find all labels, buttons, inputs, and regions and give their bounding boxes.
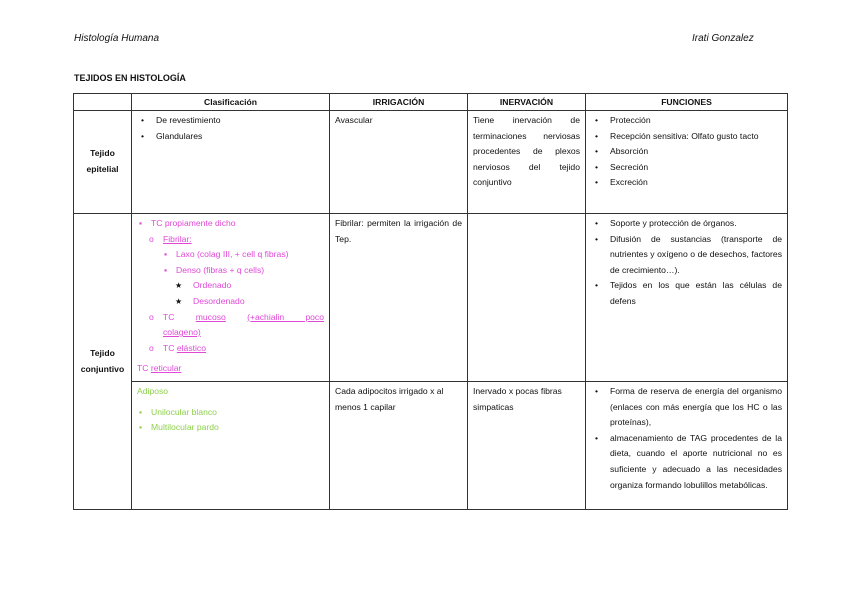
- cell-funciones: [586, 214, 788, 382]
- cell-irrigacion: Fibrilar: permiten la irrigación de Tep.: [330, 214, 468, 382]
- document-title: TEJIDOS EN HISTOLOGÍA: [74, 73, 186, 83]
- col-header-clasificacion: Clasificación: [132, 94, 330, 111]
- list-item: [149, 310, 324, 341]
- cell-irrigacion: Cada adipocitos irrigado x al menos 1 capilar: [330, 382, 468, 510]
- adiposo-label: Adiposo: [137, 386, 169, 396]
- list-item: ▪ TC propiamente dicho: [137, 216, 324, 232]
- list-item: [149, 232, 324, 248]
- table-row: [74, 111, 788, 214]
- list-item: • Tejidos en los que están las células de defens: [591, 278, 782, 309]
- list-item: • Absorción: [591, 144, 782, 160]
- col-header-inervacion: INERVACIÓN: [468, 94, 586, 111]
- cell-clasificacion: [132, 382, 330, 510]
- cell-funciones: [586, 111, 788, 214]
- cell-inervacion: [468, 214, 586, 382]
- list-item: [149, 341, 324, 357]
- list-item: ▪ Denso (fibras + q cells): [162, 263, 324, 279]
- tc-mucoso-line: [163, 310, 324, 326]
- header-subject: Histología Humana: [74, 33, 160, 44]
- tc-mucoso-pre: TC: [163, 311, 175, 322]
- tc-reticular-word: reticular: [150, 363, 182, 374]
- cell-clasificacion: [132, 111, 330, 214]
- list-item: • Excreción: [591, 175, 782, 191]
- list-item: • Glandulares: [137, 129, 324, 145]
- list-item: • almacenamiento de TAG procedentes de la dieta, cuando el aporte nutricional no es suficiente y adecuado a las necesidades organiza formando lobulillos metabólicas.: [591, 431, 782, 493]
- cell-inervacion: Tiene inervación de terminaciones nerviosas procedentes de plexos nerviosos del tejido conjuntivo: [468, 111, 586, 214]
- tc-mucoso-word: mucoso: [195, 311, 226, 322]
- row-label-conjuntivo: Tejido conjuntivo: [74, 214, 132, 510]
- corner-cell: [74, 94, 132, 111]
- list-item: • De revestimiento: [137, 113, 324, 129]
- cell-funciones: [586, 382, 788, 510]
- tc-mucoso-line2: colageno): [163, 327, 201, 338]
- cell-clasificacion: [132, 214, 330, 382]
- col-header-funciones: FUNCIONES: [586, 94, 788, 111]
- list-item: ▪ Unilocular blanco: [137, 405, 324, 421]
- tc-mucoso-rest: (+achialin poco: [247, 311, 325, 322]
- row-label-epitelial: Tejido epitelial: [74, 111, 132, 214]
- list-item: • Forma de reserva de energía del organismo (enlaces con más energía que los HC o las proteínas),: [591, 384, 782, 431]
- tc-reticular-line: [137, 361, 324, 377]
- header-author: Irati Gonzalez: [692, 33, 754, 44]
- list-item: ▪ Multilocular pardo: [137, 420, 324, 436]
- fibrilar-label: Fibrilar:: [163, 233, 192, 244]
- list-item: ★ Ordenado: [175, 278, 324, 294]
- list-item: • Recepción sensitiva: Olfato gusto tacto: [591, 129, 782, 145]
- list-item: • Protección: [591, 113, 782, 129]
- table-header-row: [74, 94, 788, 111]
- list-item: ★ Desordenado: [175, 294, 324, 310]
- tc-elastico-pre: TC: [163, 342, 175, 353]
- cell-irrigacion: Avascular: [330, 111, 468, 214]
- list-item: • Difusión de sustancias (transporte de nutrientes y oxígeno o de desechos, factores de crecimiento…).: [591, 232, 782, 279]
- tc-elastico-word: elástico: [176, 342, 206, 353]
- table-row: [74, 382, 788, 510]
- tc-reticular-pre: TC: [137, 363, 149, 374]
- list-item: • Soporte y protección de órganos.: [591, 216, 782, 232]
- col-header-irrigacion: IRRIGACIÓN: [330, 94, 468, 111]
- table-row: [74, 214, 788, 382]
- list-item: • Secreción: [591, 160, 782, 176]
- list-item: ▪ Laxo (colag III, + cell q fibras): [162, 247, 324, 263]
- tissue-table: [73, 93, 788, 510]
- cell-inervacion: Inervado x pocas fibras simpaticas: [468, 382, 586, 510]
